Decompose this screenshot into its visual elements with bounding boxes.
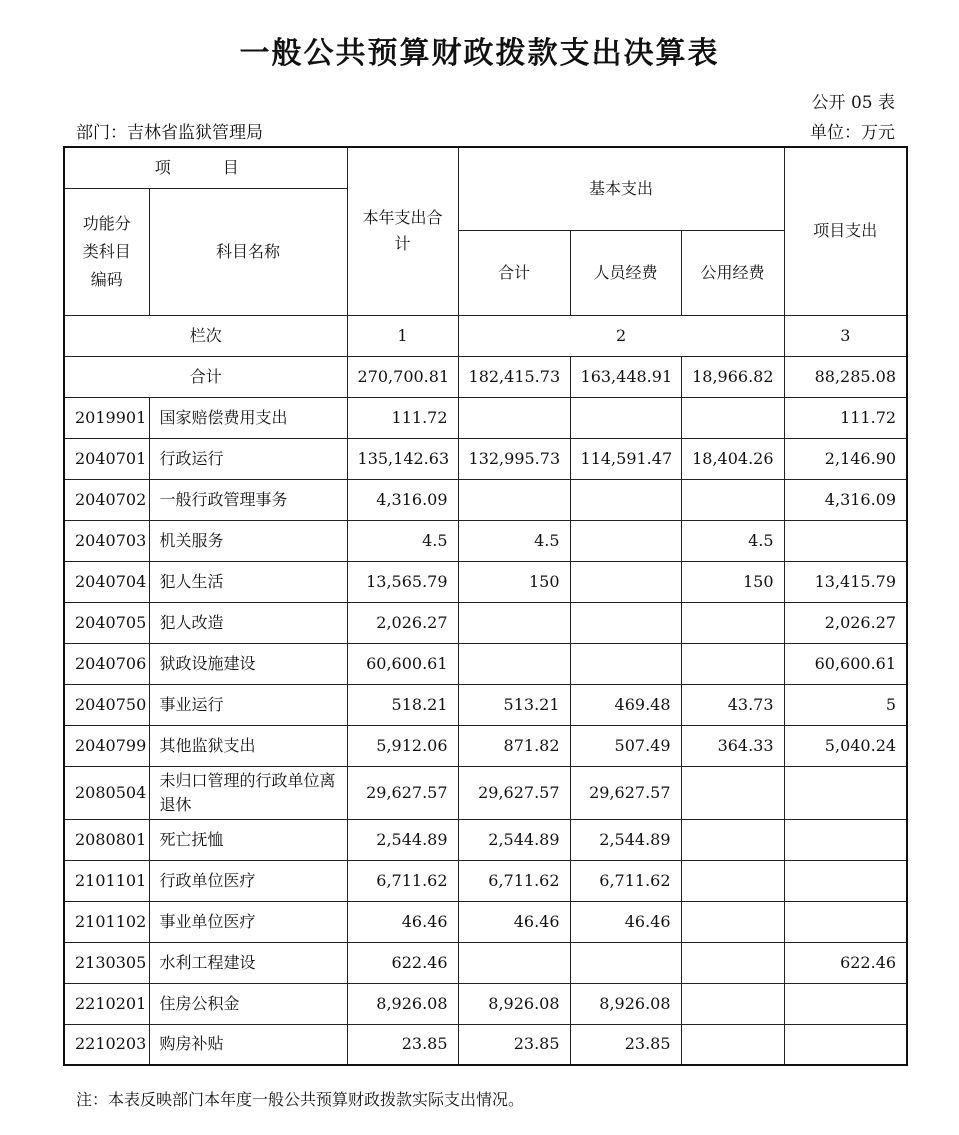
table-row <box>64 479 907 520</box>
row-project <box>784 766 907 819</box>
header-subject-name: 科目名称 <box>149 188 347 315</box>
row-public <box>681 819 784 860</box>
row-basic-total <box>458 479 570 520</box>
row-basic-total: 23.85 <box>458 1024 570 1065</box>
page-title: 一般公共预算财政拨款支出决算表 <box>239 36 720 71</box>
row-total: 46.46 <box>347 901 458 942</box>
row-basic-total: 132,995.73 <box>458 438 570 479</box>
row-subject-name: 事业单位医疗 <box>149 901 347 942</box>
table-row <box>64 520 907 561</box>
row-total: 13,565.79 <box>347 561 458 602</box>
table-row <box>64 725 907 766</box>
row-code: 2040799 <box>64 725 149 766</box>
summary-basic-total: 182,415.73 <box>458 356 570 397</box>
summary-row <box>64 356 907 397</box>
table-row <box>64 1024 907 1065</box>
row-subject-name: 住房公积金 <box>149 983 347 1024</box>
row-basic-total: 46.46 <box>458 901 570 942</box>
row-subject-name: 犯人改造 <box>149 602 347 643</box>
row-public: 150 <box>681 561 784 602</box>
table-row <box>64 766 907 819</box>
row-personnel: 29,627.57 <box>570 766 681 819</box>
table-row <box>64 602 907 643</box>
row-project <box>784 1024 907 1065</box>
row-project: 5 <box>784 684 907 725</box>
row-basic-total <box>458 397 570 438</box>
row-subject-name: 事业运行 <box>149 684 347 725</box>
row-basic-total: 150 <box>458 561 570 602</box>
row-personnel: 114,591.47 <box>570 438 681 479</box>
column-number-basic: 2 <box>458 315 784 356</box>
form-number: 公开 05 表 <box>811 93 895 113</box>
summary-label: 合计 <box>64 356 347 397</box>
row-personnel <box>570 643 681 684</box>
row-project: 622.46 <box>784 942 907 983</box>
row-public <box>681 1024 784 1065</box>
table-row <box>64 561 907 602</box>
summary-project: 88,285.08 <box>784 356 907 397</box>
row-public: 18,404.26 <box>681 438 784 479</box>
row-personnel <box>570 397 681 438</box>
row-project: 2,026.27 <box>784 602 907 643</box>
header-project: 项目支出 <box>784 147 907 315</box>
row-basic-total <box>458 942 570 983</box>
row-basic-total <box>458 602 570 643</box>
row-subject-name: 狱政设施建设 <box>149 643 347 684</box>
row-public <box>681 901 784 942</box>
row-code: 2210203 <box>64 1024 149 1065</box>
row-code: 2101101 <box>64 860 149 901</box>
department-label: 部门：吉林省监狱管理局 <box>76 123 263 143</box>
row-code: 2040750 <box>64 684 149 725</box>
row-total: 5,912.06 <box>347 725 458 766</box>
row-personnel: 469.48 <box>570 684 681 725</box>
row-personnel <box>570 479 681 520</box>
budget-table <box>63 146 908 1066</box>
table-row <box>64 819 907 860</box>
column-number-total: 1 <box>347 315 458 356</box>
row-project <box>784 860 907 901</box>
row-total: 8,926.08 <box>347 983 458 1024</box>
row-code: 2130305 <box>64 942 149 983</box>
row-total: 111.72 <box>347 397 458 438</box>
row-basic-total: 6,711.62 <box>458 860 570 901</box>
row-code: 2040705 <box>64 602 149 643</box>
header-basic-total: 合计 <box>458 230 570 315</box>
row-code: 2080801 <box>64 819 149 860</box>
row-basic-total <box>458 643 570 684</box>
header-total: 本年支出合计 <box>347 147 458 315</box>
row-public <box>681 397 784 438</box>
header-basic: 基本支出 <box>458 147 784 230</box>
column-number-label: 栏次 <box>64 315 347 356</box>
row-public <box>681 602 784 643</box>
row-subject-name: 行政单位医疗 <box>149 860 347 901</box>
row-public <box>681 643 784 684</box>
row-basic-total: 8,926.08 <box>458 983 570 1024</box>
summary-total: 270,700.81 <box>347 356 458 397</box>
row-total: 23.85 <box>347 1024 458 1065</box>
summary-public: 18,966.82 <box>681 356 784 397</box>
table-row <box>64 942 907 983</box>
row-basic-total: 29,627.57 <box>458 766 570 819</box>
row-code: 2040704 <box>64 561 149 602</box>
row-public: 43.73 <box>681 684 784 725</box>
row-subject-name: 购房补贴 <box>149 1024 347 1065</box>
row-code: 2040701 <box>64 438 149 479</box>
row-project <box>784 819 907 860</box>
row-basic-total: 871.82 <box>458 725 570 766</box>
row-subject-name: 水利工程建设 <box>149 942 347 983</box>
row-public: 4.5 <box>681 520 784 561</box>
row-personnel: 23.85 <box>570 1024 681 1065</box>
row-total: 4,316.09 <box>347 479 458 520</box>
table-row <box>64 438 907 479</box>
header-personnel: 人员经费 <box>570 230 681 315</box>
row-project: 5,040.24 <box>784 725 907 766</box>
row-subject-name: 犯人生活 <box>149 561 347 602</box>
row-personnel <box>570 602 681 643</box>
row-public <box>681 766 784 819</box>
row-subject-name: 行政运行 <box>149 438 347 479</box>
row-subject-name: 未归口管理的行政单位离退休 <box>149 766 347 819</box>
table-row <box>64 983 907 1024</box>
row-code: 2210201 <box>64 983 149 1024</box>
table-header <box>64 147 907 397</box>
table-body <box>64 397 907 1065</box>
row-personnel <box>570 561 681 602</box>
row-public <box>681 983 784 1024</box>
header-item: 项 目 <box>64 147 347 188</box>
row-code: 2040703 <box>64 520 149 561</box>
row-personnel: 8,926.08 <box>570 983 681 1024</box>
table-row <box>64 397 907 438</box>
table-row <box>64 684 907 725</box>
row-basic-total: 2,544.89 <box>458 819 570 860</box>
row-public: 364.33 <box>681 725 784 766</box>
row-personnel: 6,711.62 <box>570 860 681 901</box>
row-basic-total: 513.21 <box>458 684 570 725</box>
row-project: 2,146.90 <box>784 438 907 479</box>
column-number-project: 3 <box>784 315 907 356</box>
row-subject-name: 死亡抚恤 <box>149 819 347 860</box>
row-code: 2040702 <box>64 479 149 520</box>
row-code: 2040706 <box>64 643 149 684</box>
row-personnel: 46.46 <box>570 901 681 942</box>
row-personnel <box>570 520 681 561</box>
row-total: 2,026.27 <box>347 602 458 643</box>
row-subject-name: 其他监狱支出 <box>149 725 347 766</box>
row-total: 4.5 <box>347 520 458 561</box>
row-code: 2101102 <box>64 901 149 942</box>
summary-personnel: 163,448.91 <box>570 356 681 397</box>
table-row <box>64 643 907 684</box>
row-project: 111.72 <box>784 397 907 438</box>
table-row <box>64 901 907 942</box>
row-total: 135,142.63 <box>347 438 458 479</box>
row-total: 60,600.61 <box>347 643 458 684</box>
row-project <box>784 520 907 561</box>
row-code: 2019901 <box>64 397 149 438</box>
row-project <box>784 901 907 942</box>
row-basic-total: 4.5 <box>458 520 570 561</box>
row-public <box>681 479 784 520</box>
row-total: 29,627.57 <box>347 766 458 819</box>
row-project: 13,415.79 <box>784 561 907 602</box>
row-project: 4,316.09 <box>784 479 907 520</box>
row-total: 518.21 <box>347 684 458 725</box>
row-public <box>681 942 784 983</box>
row-personnel: 507.49 <box>570 725 681 766</box>
row-total: 6,711.62 <box>347 860 458 901</box>
row-subject-name: 国家赔偿费用支出 <box>149 397 347 438</box>
row-total: 622.46 <box>347 942 458 983</box>
footnote: 注：本表反映部门本年度一般公共预算财政拨款实际支出情况。 <box>76 1090 525 1109</box>
row-subject-name: 机关服务 <box>149 520 347 561</box>
header-public: 公用经费 <box>681 230 784 315</box>
unit-label: 单位：万元 <box>810 123 895 143</box>
row-project <box>784 983 907 1024</box>
row-personnel <box>570 942 681 983</box>
row-public <box>681 860 784 901</box>
table-row <box>64 860 907 901</box>
row-subject-name: 一般行政管理事务 <box>149 479 347 520</box>
row-total: 2,544.89 <box>347 819 458 860</box>
header-func-code: 功能分类科目编码 <box>64 188 149 315</box>
row-project: 60,600.61 <box>784 643 907 684</box>
row-personnel: 2,544.89 <box>570 819 681 860</box>
row-code: 2080504 <box>64 766 149 819</box>
